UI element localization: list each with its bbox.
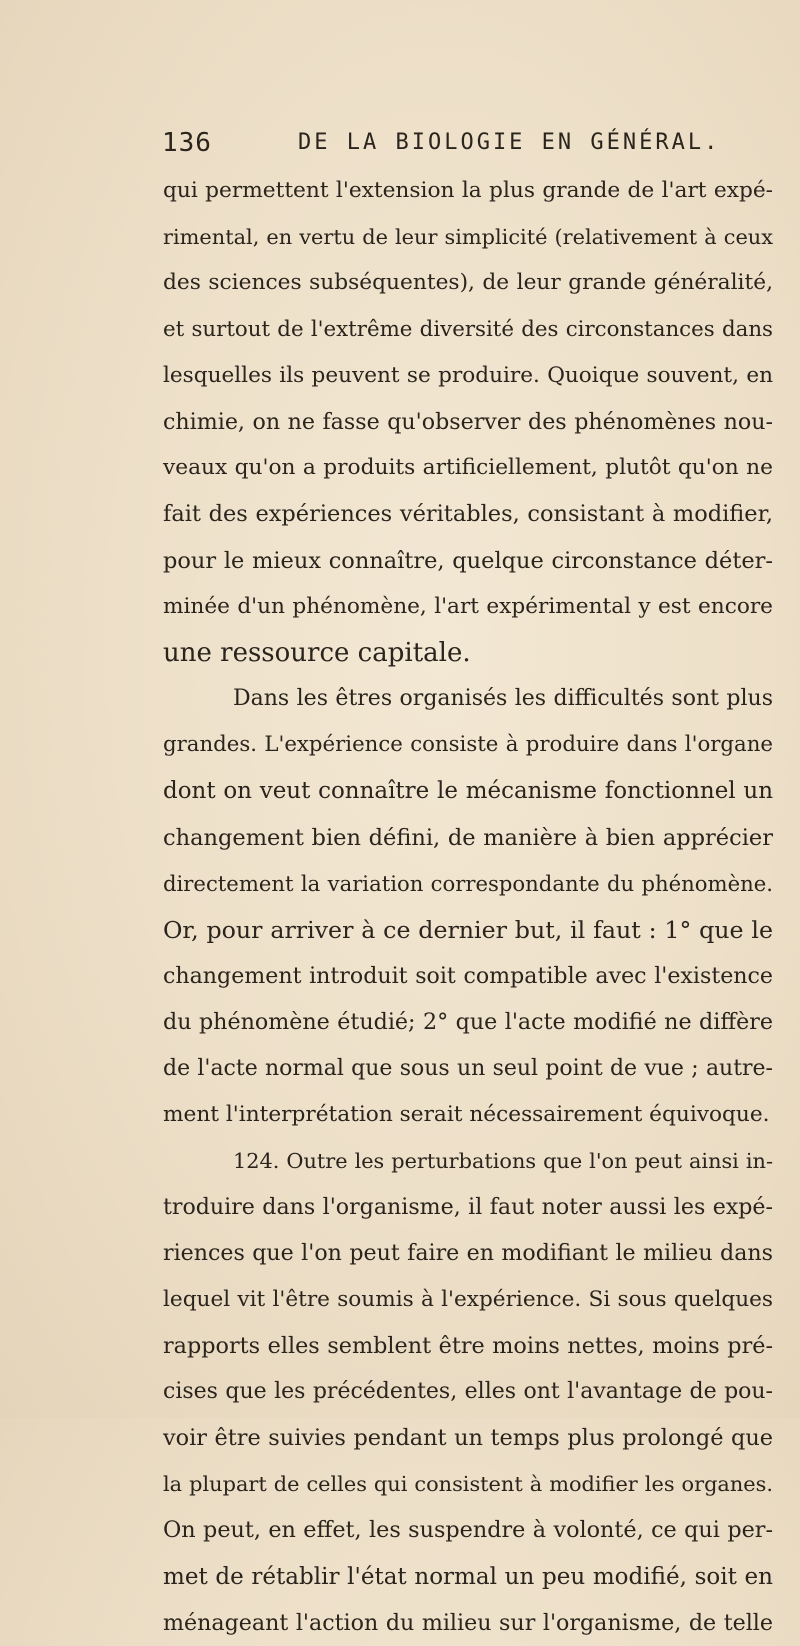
text-line: pour le mieux connaître, quelque circonstance déter- (163, 547, 773, 574)
text-line: la plupart de celles qui consistent à modifier les organes. (163, 1472, 773, 1497)
text-line: met de rétablir l'état normal un peu modifié, soit en (163, 1563, 773, 1590)
running-head (162, 128, 762, 168)
text-line: de l'acte normal que sous un seul point de vue ; autre- (163, 1055, 773, 1081)
text-line: riences que l'on peut faire en modifiant le milieu dans (163, 1240, 773, 1267)
text-line: rapports elles semblent être moins nettes, moins pré- (163, 1332, 773, 1359)
text-line: veaux qu'on a produits artificiellement, plutôt qu'on ne (163, 455, 773, 481)
text-line: rimental, en vertu de leur simplicité (relativement à ceux (163, 225, 773, 250)
text-line: chimie, on ne fasse qu'observer des phénomènes nou- (163, 408, 773, 435)
text-line: et surtout de l'extrême diversité des circonstances dans (163, 316, 773, 342)
running-title: DE LA BIOLOGIE EN GÉNÉRAL. (298, 130, 721, 155)
text-line: changement bien défini, de manière à bien apprécier (163, 824, 773, 851)
text-line: grandes. L'expérience consiste à produire dans l'organe (163, 732, 773, 758)
paragraph-start-line: Dans les êtres organisés les difficultés sont plus (233, 686, 773, 712)
text-line: ménageant l'action du milieu sur l'organisme, de telle (163, 1609, 773, 1636)
text-line: une ressource capitale. (163, 637, 471, 668)
text-line: troduire dans l'organisme, il faut noter aussi les expé- (163, 1194, 773, 1221)
text-line: du phénomène étudié; 2° que l'acte modifié ne diffère (163, 1009, 773, 1036)
body-text (163, 168, 773, 1646)
paragraph-start-line: 124. Outre les perturbations que l'on peut ainsi in- (233, 1148, 773, 1173)
text-line: directement la variation correspondante du phénomène. (163, 870, 773, 896)
text-line: On peut, en effet, les suspendre à volonté, ce qui per- (163, 1517, 773, 1544)
text-line: qui permettent l'extension la plus grande de l'art expé- (163, 178, 773, 203)
text-line: ment l'interprétation serait nécessairement équivoque. (163, 1101, 770, 1127)
text-line: des sciences subséquentes), de leur grande généralité, (163, 270, 773, 296)
text-line: lequel vit l'être soumis à l'expérience. Si sous quelques (163, 1286, 773, 1312)
page-number: 136 (162, 128, 212, 158)
text-line: cises que les précédentes, elles ont l'avantage de pou- (163, 1378, 773, 1404)
text-line: changement introduit soit compatible avec l'existence (163, 963, 773, 990)
text-line: dont on veut connaître le mécanisme fonctionnel un (163, 778, 773, 805)
text-line: Or, pour arriver à ce dernier but, il faut : 1° que le (163, 916, 773, 944)
text-line: minée d'un phénomène, l'art expérimental y est encore (163, 593, 773, 619)
text-line: voir être suivies pendant un temps plus prolongé que (163, 1425, 773, 1452)
text-line: lesquelles ils peuvent se produire. Quoique souvent, en (163, 362, 773, 388)
text-line: fait des expériences véritables, consistant à modifier, (163, 501, 773, 528)
